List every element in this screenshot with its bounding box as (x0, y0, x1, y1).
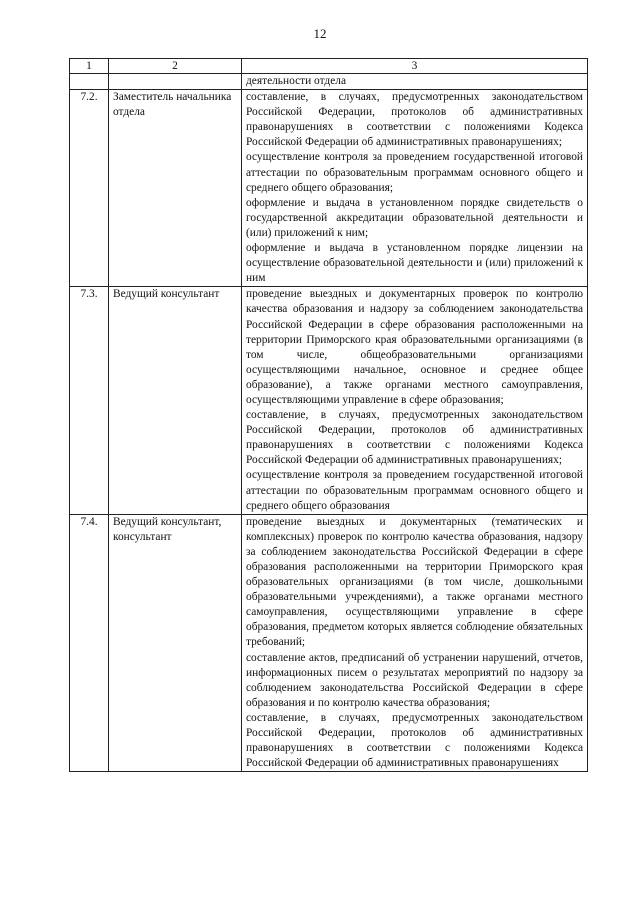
row-number: 7.4. (70, 514, 109, 772)
duty-item: составление, в случаях, предусмотренных законодательством Российской Федерации, протоколов об административных правонарушениях в соответствии с положениями Кодекса Российской Федерации об административных правонарушениях; (246, 91, 583, 149)
row-number: 7.3. (70, 287, 109, 514)
row-number (70, 74, 109, 90)
table-row-7-4 (70, 514, 588, 772)
table-header-row (70, 59, 588, 74)
table-row-continuation (70, 74, 588, 90)
duty-item: составление, в случаях, предусмотренных законодательством Российской Федерации, протоколов об административных правонарушениях в соответствии с положениями Кодекса Российской Федерации об административных правонарушениях; (246, 409, 583, 467)
row-duties (242, 287, 588, 514)
row-role (109, 90, 242, 287)
role-title: Ведущий консультант, консультант (113, 515, 222, 543)
table-row-7-2 (70, 90, 588, 287)
row-role (109, 74, 242, 90)
duty-item: оформление и выдача в установленном порядке лицензии на осуществление образовательной деятельности и (или) приложений к ним (246, 242, 583, 285)
duty-item: проведение выездных и документарных проверок по контролю качества образования и надзору за соблюдением законодательства Российской Федерации в сфере образования расположенными на территории Приморского края образовательными организациями (в том числе, общеобразовательными организациями осуществляющими начальное, основное и среднее общее образование), а также органами местного самоуправления, осуществляющими управление в сфере образования; (246, 288, 583, 406)
column-header-2: 2 (109, 59, 242, 74)
row-role (109, 514, 242, 772)
duty-item: составление, в случаях, предусмотренных законодательством Российской Федерации, протоколов об административных правонарушениях в соответствии с положениями Кодекса Российской Федерации об административных правонарушениях (246, 711, 583, 770)
column-header-3: 3 (242, 59, 588, 74)
row-number: 7.2. (70, 90, 109, 287)
row-duties (242, 74, 588, 90)
page-number: 12 (313, 26, 327, 41)
duty-item: осуществление контроля за проведением государственной итоговой аттестации по образовательным программам основного общего и среднего общего образования; (246, 151, 583, 194)
duty-item: составление актов, предписаний об устранении нарушений, отчетов, информационных писем о результатах мероприятий по надзору за соблюдением законодательства Российской Федерации в сфере образования и по контролю качества образования; (246, 651, 583, 709)
row-duties (242, 514, 588, 772)
duty-item: деятельности отдела (246, 75, 347, 87)
duty-item: проведение выездных и документарных (тематических и комплексных) проверок по контролю качества образования, надзору за соблюдением законодательства Российской Федерации в сфере образования расположенными на территории Приморского края образовательных организациями (в том числе, дошкольными образовательными учреждениями), а также органами местного самоуправления, осуществляющими управление в сфере образования, предметом которых является соблюдение обязательных требований; (246, 515, 583, 649)
duty-item: осуществление контроля за проведением государственной итоговой аттестации по образовательным программам основного общего и среднего общего образования (246, 469, 583, 512)
table-row-7-3 (70, 287, 588, 514)
column-header-1: 1 (70, 59, 109, 74)
row-role (109, 287, 242, 514)
duties-table (69, 58, 588, 772)
role-title: Ведущий консультант (113, 288, 220, 301)
duty-item: оформление и выдача в установленном порядке свидетельств о государственной аккредитации образовательной деятельности и (или) приложений к ним; (246, 196, 583, 239)
role-title: Заместитель начальника отдела (113, 91, 232, 119)
row-duties (242, 90, 588, 287)
